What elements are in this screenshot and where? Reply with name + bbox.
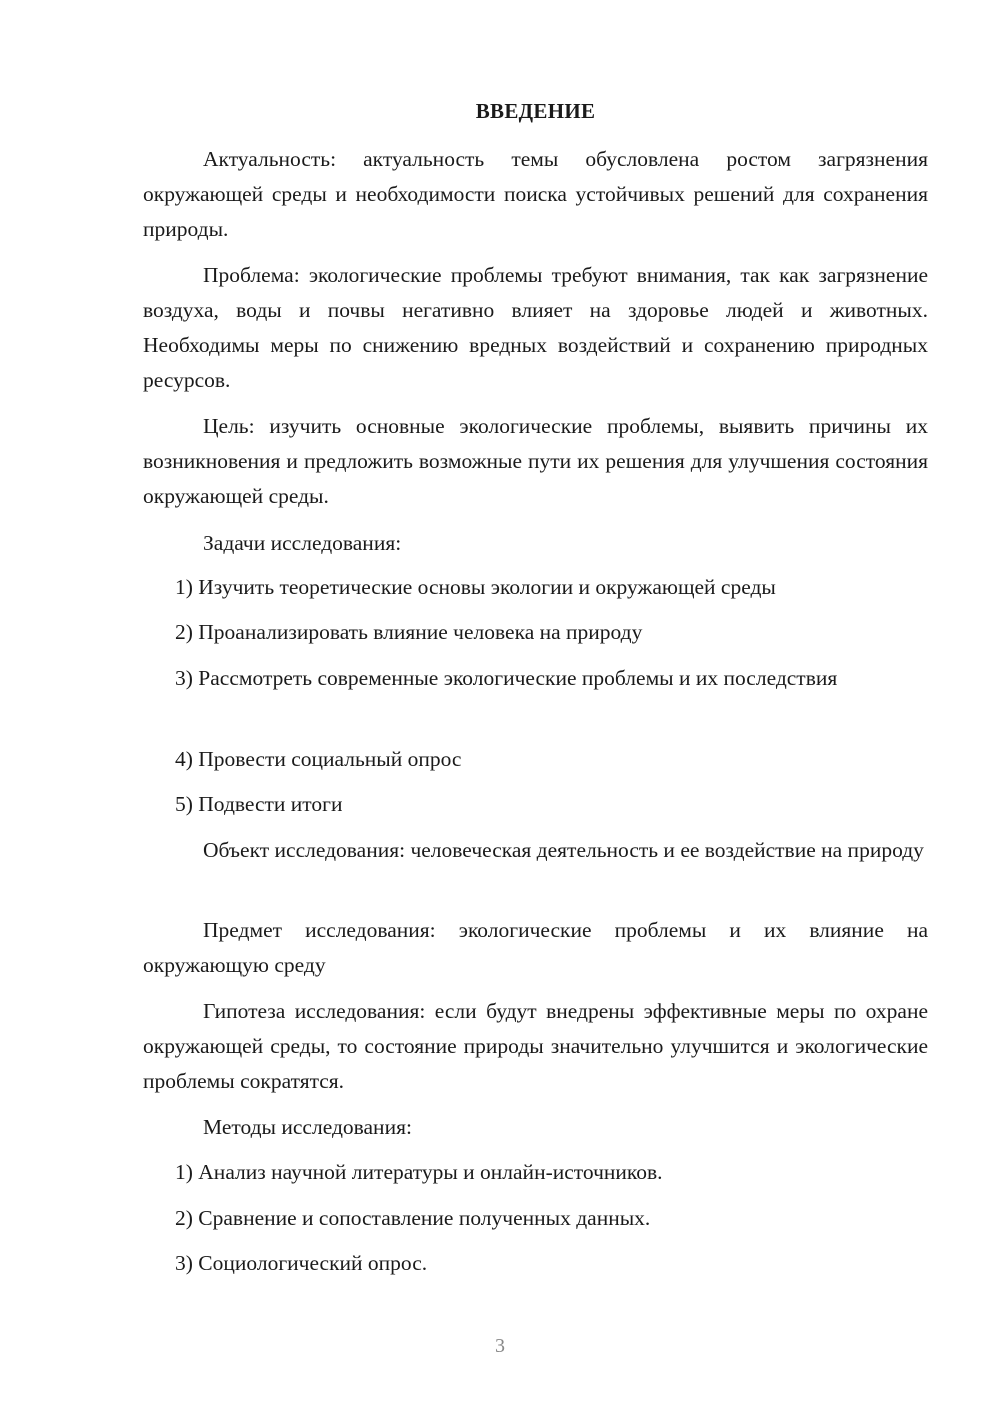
method-item: 2) Сравнение и сопоставление полученных данных. — [175, 1206, 651, 1230]
task-item: 3) Рассмотреть современные экологические проблемы и их последствия — [175, 666, 838, 690]
task-item: 2) Проанализировать влияние человека на природу — [175, 620, 643, 644]
methods-heading: Методы исследования: — [203, 1115, 412, 1139]
paragraph-goal: Цель: изучить основные экологические проблемы, выявить причины их возникновения и предложить возможные пути их решения для улучшения состояния окружающей среды. — [143, 414, 928, 508]
page-number: 3 — [495, 1335, 505, 1357]
method-item: 3) Социологический опрос. — [175, 1251, 428, 1275]
method-item: 1) Анализ научной литературы и онлайн-источников. — [175, 1160, 663, 1184]
paragraph-relevance: Актуальность: актуальность темы обусловлена ростом загрязнения окружающей среды и необходимости поиска устойчивых решений для сохранения природы. — [143, 147, 928, 241]
task-item: 5) Подвести итоги — [175, 792, 343, 816]
task-item: 1) Изучить теоретические основы экологии и окружающей среды — [175, 575, 776, 599]
section-title: ВВЕДЕНИЕ — [475, 99, 596, 123]
paragraph-object: Объект исследования: человеческая деятельность и ее воздействие на природу — [203, 838, 924, 862]
paragraph-subject: Предмет исследования: экологические проблемы и их влияние на окружающую среду — [143, 918, 928, 977]
tasks-heading: Задачи исследования: — [203, 531, 402, 555]
task-item: 4) Провести социальный опрос — [175, 747, 462, 771]
paragraph-hypothesis: Гипотеза исследования: если будут внедрены эффективные меры по охране окружающей среды, то состояние природы значительно улучшится и экологические проблемы сократятся. — [143, 999, 928, 1093]
paragraph-problem: Проблема: экологические проблемы требуют внимания, так как загрязнение воздуха, воды и почвы негативно влияет на здоровье людей и животных. Необходимы меры по снижению вредных воздействий и сохранению природных ресурсов. — [143, 263, 928, 392]
